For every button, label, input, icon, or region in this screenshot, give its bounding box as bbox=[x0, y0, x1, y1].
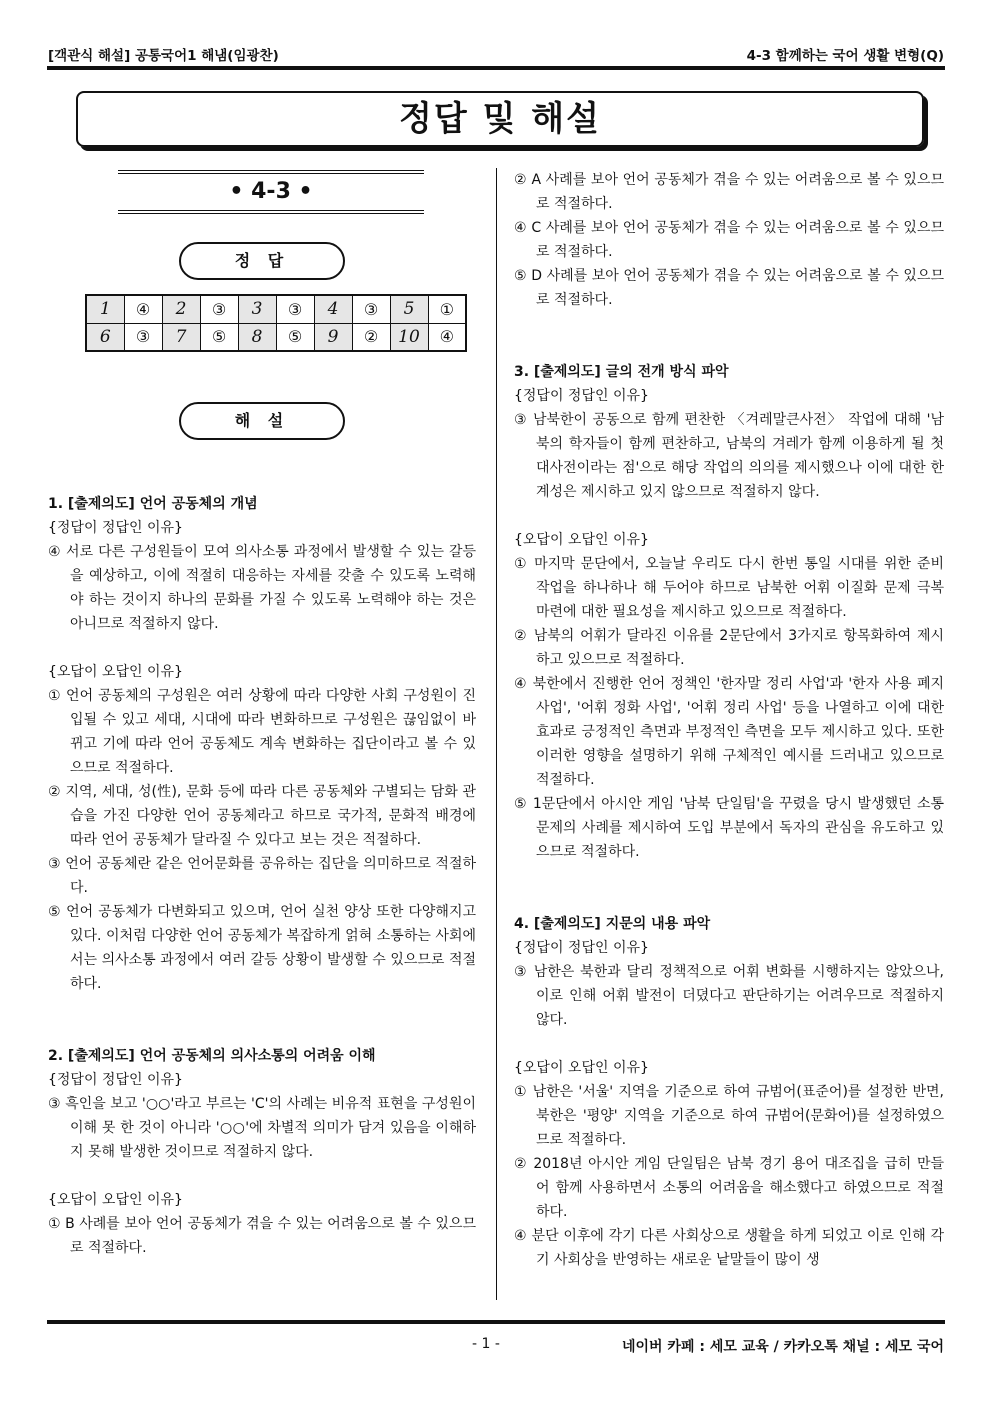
wrong-reason: ⑤ 1문단에서 아시안 게임 '남북 단일팀'을 꾸렸을 당시 발생했던 소통 문제의 사례를 제시하여 도입 부분에서 독자의 관심을 유도하고 있으므로 적절하다. bbox=[514, 796, 944, 860]
correct-reason: ③ 남북한이 공동으로 함께 편찬한 〈겨레말큰사전〉 작업에 대해 '남북의 학자들이 함께 편찬하고, 남북의 겨레가 함께 이용하게 될 첫 대사전이라는 점'으로 해당 작업의 의의를 제시했으나 이에 대한 한계성은 제시하고 있지 않으므로 적절하지 않다. bbox=[514, 412, 944, 500]
correct-reason: ③ 흑인을 보고 '○○'라고 부르는 'C'의 사례는 비유적 표현을 구성원이 이해 못 한 것이 아니라 '○○'에 차별적 의미가 담겨 있음을 이해하지 못해 발생한 것이므로 적절하지 않다. bbox=[48, 1096, 476, 1160]
question-number: 1 bbox=[86, 295, 124, 323]
wrong-reason: ③ 언어 공동체란 같은 언어문화를 공유하는 집단을 의미하므로 적절하다. bbox=[48, 856, 476, 896]
header-right-title: 4-3 함께하는 국어 생활 변형(Q) bbox=[746, 48, 944, 64]
left-column bbox=[48, 492, 476, 1260]
header-left-title: [객관식 해설] 공통국어1 해냄(임광찬) bbox=[48, 48, 279, 64]
correct-reason-heading: {정답이 정답인 이유} bbox=[48, 520, 183, 536]
wrong-reason: ④ 북한에서 진행한 언어 정책인 '한자말 정리 사업'과 '한자 사용 폐지 사업', '어휘 정화 사업', '어휘 정리 사업' 등을 나열하고 이에 대한 효과로 긍정적인 측면과 부정적인 측면을 모두 제시하고 있다. 또한 이러한 영향을 설명하기 위해 구체적인 예시를 드러내고 있으므로 적절하다. bbox=[514, 676, 944, 788]
column-divider bbox=[496, 168, 497, 1300]
section-label bbox=[118, 170, 424, 214]
footer-contact: 네이버 카페 : 세모 교육 / 카카오톡 채널 : 세모 국어 bbox=[621, 1339, 944, 1355]
question-number: 7 bbox=[162, 323, 200, 351]
page-title: 정답 및 해설 bbox=[76, 91, 924, 147]
answer-row bbox=[86, 295, 466, 323]
answer-heading-pill: 정 답 bbox=[179, 242, 345, 280]
correct-reason-heading: {정답이 정답인 이유} bbox=[48, 1072, 183, 1088]
answer-table bbox=[85, 294, 467, 352]
wrong-reason: ① B 사례를 보아 언어 공동체가 겪을 수 있는 어려움으로 볼 수 있으므로 적절하다. bbox=[48, 1216, 476, 1256]
wrong-reason: ① 언어 공동체의 구성원은 여러 상황에 따라 다양한 사회 구성원이 진입될 수 있고 세대, 시대에 따라 변화하므로 구성원은 끊임없이 바뀌고 기에 따라 언어 공동체도 계속 변화하는 집단이라고 볼 수 있으므로 적절하다. bbox=[48, 688, 476, 776]
question-number: 9 bbox=[314, 323, 352, 351]
wrong-reason: ④ C 사례를 보아 언어 공동체가 겪을 수 있는 어려움으로 볼 수 있으므로 적절하다. bbox=[514, 220, 944, 260]
answer-value: ① bbox=[428, 295, 466, 323]
question-number: 4 bbox=[314, 295, 352, 323]
wrong-reason: ⑤ D 사례를 보아 언어 공동체가 겪을 수 있는 어려움으로 볼 수 있으므로 적절하다. bbox=[514, 268, 944, 308]
wrong-reason: ② 지역, 세대, 성(性), 문화 등에 따라 다른 공동체와 구별되는 담화 관습을 가진 다양한 언어 공동체라고 하므로 국가적, 문화적 배경에 따라 언어 공동체가 달라질 수 있다고 보는 것은 적절하다. bbox=[48, 784, 476, 848]
footer-rule bbox=[47, 1320, 945, 1324]
wrong-reason-heading: {오답이 오답인 이유} bbox=[514, 532, 649, 548]
question-number: 5 bbox=[390, 295, 428, 323]
answer-value: ⑤ bbox=[200, 323, 238, 351]
wrong-reason: ① 마지막 문단에서, 오늘날 우리도 다시 한번 통일 시대를 위한 준비 작업을 하나하나 해 두어야 하므로 남북한 어휘 이질화 문제 극복 마련에 대한 필요성을 제시하고 있으므로 적절하다. bbox=[514, 556, 944, 620]
answer-row bbox=[86, 323, 466, 351]
question-1-title: 1. [출제의도] 언어 공동체의 개념 bbox=[48, 496, 258, 512]
correct-reason-heading: {정답이 정답인 이유} bbox=[514, 940, 649, 956]
correct-reason: ③ 남한은 북한과 달리 정책적으로 어휘 변화를 시행하지는 않았으나, 이로 인해 어휘 발전이 더뎠다고 판단하기는 어려우므로 적절하지 않다. bbox=[514, 964, 944, 1028]
question-3-title: 3. [출제의도] 글의 전개 방식 파악 bbox=[514, 364, 729, 380]
answer-value: ③ bbox=[352, 295, 390, 323]
answer-value: ③ bbox=[276, 295, 314, 323]
wrong-reason: ② 2018년 아시안 게임 단일팀은 남북 경기 용어 대조집을 급히 만들어 함께 사용하면서 소통의 어려움을 해소했다고 하였으므로 적절하다. bbox=[514, 1156, 944, 1220]
answer-value: ⑤ bbox=[276, 323, 314, 351]
question-4-title: 4. [출제의도] 지문의 내용 파악 bbox=[514, 916, 711, 932]
question-number: 10 bbox=[390, 323, 428, 351]
question-2-title: 2. [출제의도] 언어 공동체의 의사소통의 어려움 이해 bbox=[48, 1048, 376, 1064]
wrong-reason: ② 남북의 어휘가 달라진 이유를 2문단에서 3가지로 항목화하여 제시하고 있으므로 적절하다. bbox=[514, 628, 944, 668]
wrong-reason: ① 남한은 '서울' 지역을 기준으로 하여 규범어(표준어)를 설정한 반면, 북한은 '평양' 지역을 기준으로 하여 규범어(문화어)를 설정하였으므로 적절하다. bbox=[514, 1084, 944, 1148]
answer-value: ② bbox=[352, 323, 390, 351]
correct-reason: ④ 서로 다른 구성원들이 모여 의사소통 과정에서 발생할 수 있는 갈등을 예상하고, 이에 적절히 대응하는 자세를 갖출 수 있도록 노력해야 하는 것이지 하나의 문화를 가질 수 있도록 노력해야 하는 것은 아니므로 적절하지 않다. bbox=[48, 544, 476, 632]
wrong-reason-heading: {오답이 오답인 이유} bbox=[48, 664, 183, 680]
page-number: - 1 - bbox=[472, 1336, 500, 1352]
explanation-heading-pill: 해 설 bbox=[179, 402, 345, 440]
right-column bbox=[514, 168, 944, 1272]
wrong-reason-heading: {오답이 오답인 이유} bbox=[514, 1060, 649, 1076]
question-number: 2 bbox=[162, 295, 200, 323]
wrong-reason-heading: {오답이 오답인 이유} bbox=[48, 1192, 183, 1208]
question-number: 6 bbox=[86, 323, 124, 351]
wrong-reason: ⑤ 언어 공동체가 다변화되고 있으며, 언어 실천 양상 또한 다양해지고 있다. 이처럼 다양한 언어 공동체가 복잡하게 얽혀 소통하는 사회에서는 의사소통 과정에서 여러 갈등 상황이 발생할 수 있으므로 적절하다. bbox=[48, 904, 476, 992]
answer-value: ③ bbox=[124, 323, 162, 351]
answer-value: ④ bbox=[124, 295, 162, 323]
wrong-reason: ② A 사례를 보아 언어 공동체가 겪을 수 있는 어려움으로 볼 수 있으므로 적절하다. bbox=[514, 172, 944, 212]
section-label-text: • 4-3 • bbox=[229, 179, 313, 204]
question-number: 8 bbox=[238, 323, 276, 351]
wrong-reason: ④ 분단 이후에 각기 다른 사회상으로 생활을 하게 되었고 이로 인해 각기 사회상을 반영하는 새로운 낱말들이 많이 생 bbox=[514, 1228, 944, 1268]
answer-value: ④ bbox=[428, 323, 466, 351]
header-rule bbox=[47, 66, 945, 70]
question-number: 3 bbox=[238, 295, 276, 323]
correct-reason-heading: {정답이 정답인 이유} bbox=[514, 388, 649, 404]
answer-value: ③ bbox=[200, 295, 238, 323]
